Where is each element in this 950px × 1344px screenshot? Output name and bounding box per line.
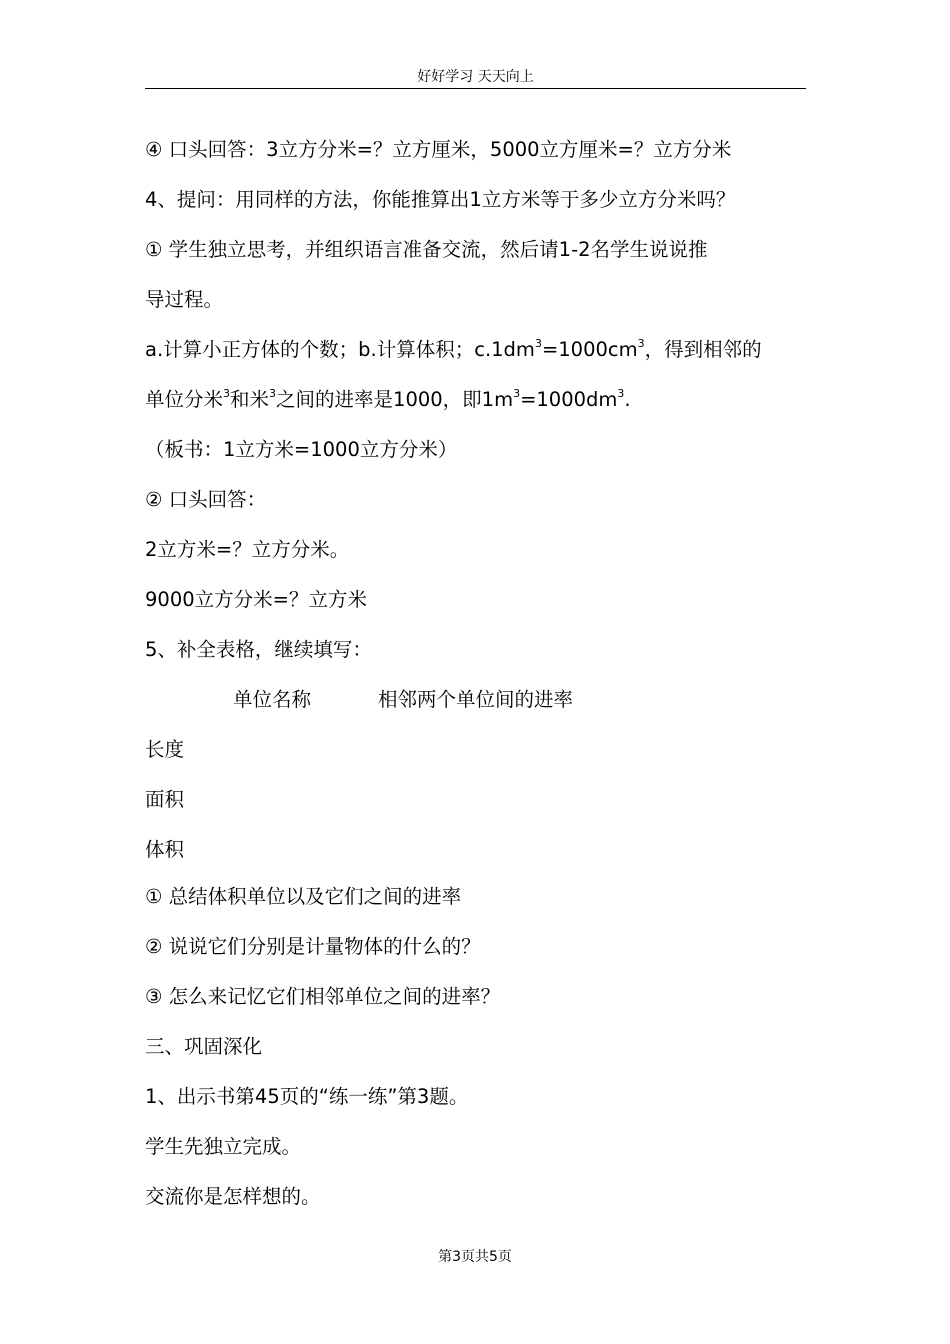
rate-text-d: =1000dm bbox=[520, 388, 618, 411]
page-header: 好好学习 天天向上 bbox=[417, 69, 534, 85]
derivation-line: 导过程。 bbox=[145, 288, 224, 311]
rate-text-c: 之间的进率是1000，即1m bbox=[276, 388, 514, 411]
summary-item: ① 总结体积单位以及它们之间的进率 bbox=[145, 885, 462, 908]
calc-text-a: a.计算小正方体的个数；b.计算体积；c.1dm bbox=[145, 338, 535, 361]
oral-answer-heading: ② 口头回答： bbox=[145, 488, 267, 511]
exponent: 3 bbox=[269, 387, 277, 400]
table-instruction: 5、补全表格，继续填写： bbox=[145, 638, 372, 661]
question-line: 4、提问：用同样的方法，你能推算出1立方米等于多少立方分米吗？ bbox=[145, 188, 736, 211]
table-header-rate: 相邻两个单位间的进率 bbox=[378, 688, 574, 711]
exponent: 3 bbox=[223, 387, 231, 400]
exercise-line: 交流你是怎样想的。 bbox=[145, 1185, 321, 1208]
question-item: 2立方米=？立方分米。 bbox=[145, 538, 350, 561]
table-header-unit-name: 单位名称 bbox=[233, 688, 312, 711]
table-row: 长度 bbox=[145, 738, 185, 761]
calculation-line bbox=[145, 337, 762, 366]
rate-text-b: 和米 bbox=[230, 388, 270, 411]
rate-text-a: 单位分米 bbox=[145, 388, 224, 411]
exponent: 3 bbox=[513, 387, 521, 400]
rate-line bbox=[145, 387, 631, 416]
think-line: ① 学生独立思考，并组织语言准备交流，然后请1-2名学生说说推 bbox=[145, 238, 708, 261]
section-heading: 三、巩固深化 bbox=[145, 1035, 263, 1058]
page-footer: 第3页共5页 bbox=[438, 1249, 512, 1265]
exponent: 3 bbox=[617, 387, 625, 400]
table-row: 体积 bbox=[145, 838, 185, 861]
exercise-line: 学生先独立完成。 bbox=[145, 1135, 302, 1158]
exercise-line: 1、出示书第45页的“练一练”第3题。 bbox=[145, 1085, 469, 1108]
table-row: 面积 bbox=[145, 788, 185, 811]
rate-text-e: . bbox=[624, 388, 631, 411]
question-item: 9000立方分米=？立方米 bbox=[145, 588, 367, 611]
calc-text-c: ，得到相邻的 bbox=[644, 338, 762, 361]
oral-answer-line: ④ 口头回答：3立方分米=？立方厘米，5000立方厘米=？立方分米 bbox=[145, 138, 732, 161]
exponent: 3 bbox=[637, 337, 645, 350]
summary-item: ② 说说它们分别是计量物体的什么的？ bbox=[145, 935, 481, 958]
calc-text-b: =1000cm bbox=[541, 338, 638, 361]
exponent: 3 bbox=[534, 337, 542, 350]
summary-item: ③ 怎么来记忆它们相邻单位之间的进率？ bbox=[145, 985, 501, 1008]
header-rule bbox=[145, 88, 806, 89]
board-note: （板书：1立方米=1000立方分米） bbox=[145, 438, 458, 461]
